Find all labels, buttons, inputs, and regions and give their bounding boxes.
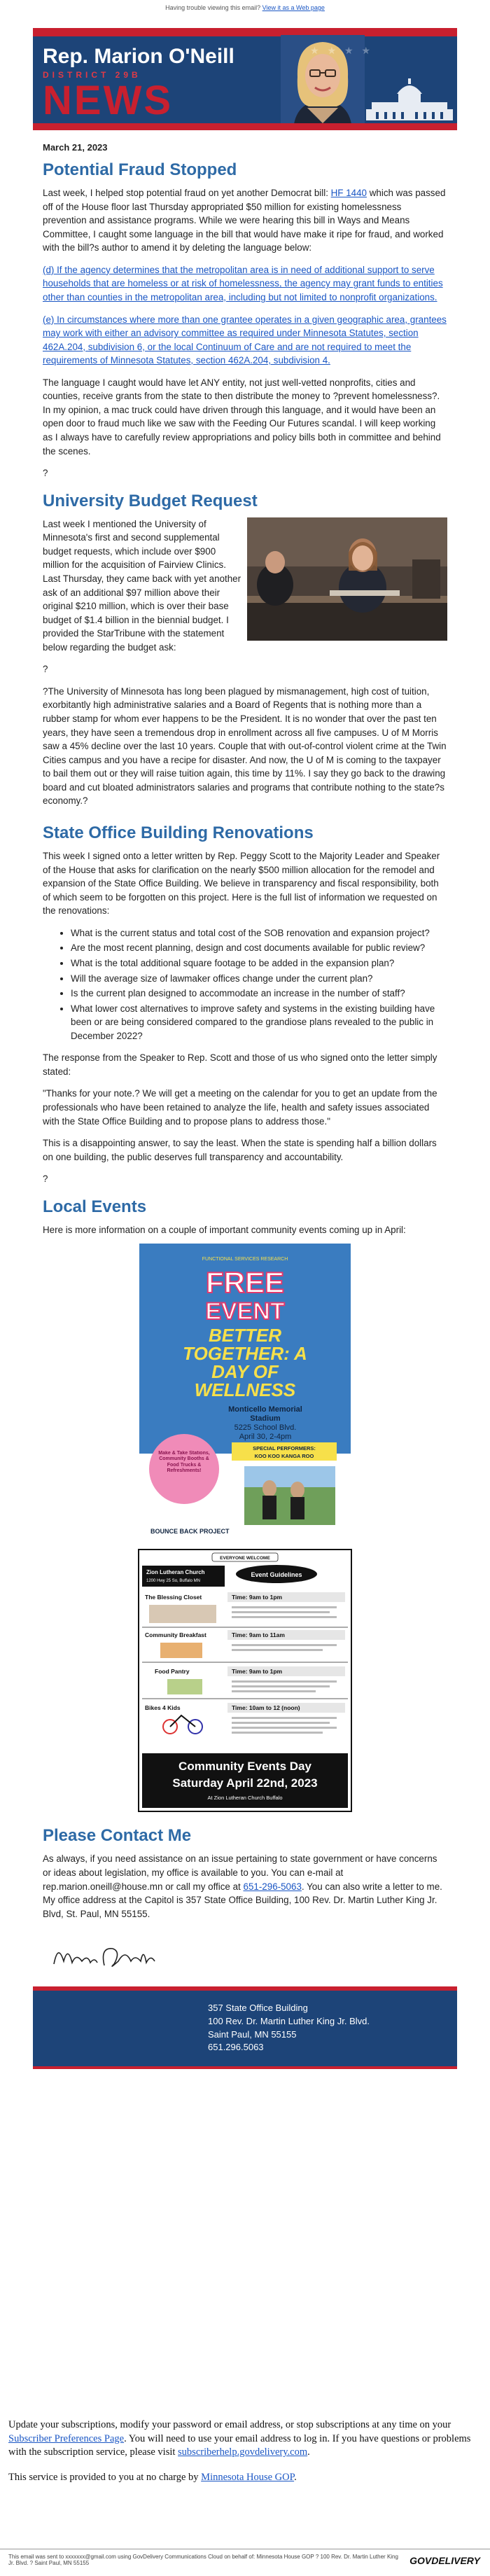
hf1440-link[interactable]: HF 1440 (330, 188, 367, 198)
budget-placeholder: ? (43, 664, 48, 675)
flyer-row-time: Time: 9am to 1pm (232, 1594, 283, 1601)
legal-footer (0, 2549, 490, 2570)
header-banner (33, 28, 457, 130)
news-wordmark: NEWS (43, 78, 173, 123)
wellness-event-flyer (139, 1244, 351, 1543)
sob-placeholder: ? (43, 1174, 48, 1185)
flyer-badge: Make & Take Stations, Community Booths & Food Trucks & Refreshments! (158, 1451, 210, 1474)
budget-statement: ?The University of Minnesota has long been plagued by mismanagement, high cost of tuition, exorbitantly high administrative salaries and a Board of Regents that is nothing more than a rubber stamp for whom ever happens to be the President. It is no wonder that over the past ten years, they have seen a tremendous drop in enrollment across all five campuses. U of M Morris saw a 45% decline over the last 10 years. Couple that with out-of-control violent crime at the Twin Cities campus and you have a recipe for disaster. And now, the U of M is coming to the taxpayer to bail them out or they will raise tuition again, this time by 11%. I say they go back to the drawing board and cut bloated administrators salaries and programs that contribute nothing to the state?s economy.? (43, 685, 447, 807)
subscriber-preferences-link[interactable]: Subscriber Preferences Page (8, 2432, 125, 2444)
sob-paragraph-2: The response from the Speaker to Rep. Scott and those of us who signed onto the letter simply stated: (43, 1052, 438, 1077)
amendment-e: (e) In circumstances where more than one grantee operates in a given geographic area, grantees may work with either an advisory committee as required under Minnesota Statutes, section 462A.204, subdivision 6, or the local Continuum of Care and are not required to meet the requirements of Minnesota Statutes, section 462A.204, subdivision 4. (43, 314, 447, 366)
flyer-church-address: 1200 Hwy 25 So, Buffalo MN (146, 1579, 200, 1584)
flyer-banner-location: At Zion Lutheran Church Buffalo (207, 1795, 283, 1802)
flyer-headline-4: WELLNESS (194, 1379, 296, 1401)
fraud-paragraph-1: Last week, I helped stop potential fraud on yet another Democrat bill: HF 1440 which was passed off of the House floor last Thursday appropriated $50 million for existing homelessness prevention and assistance programs. While we were hearing this bill in Ways and Means Committee, I caught some language in the bill that would have make it ripe for fraud, and worked with the bill?s author to amend it by deleting the language below: (43, 188, 446, 253)
view-online-text: Having trouble viewing this email? (165, 4, 261, 11)
list-item: • What is the total additional square footage to be added in the expansion plan? (71, 956, 447, 970)
hearing-photo-illustration (247, 517, 447, 641)
flyer-free: FREE (205, 1266, 285, 1300)
footer-line-4: 651.296.5063 (208, 2042, 264, 2053)
header-stars: ★ ★ ★ ★ (310, 45, 373, 56)
footer-line-1: 357 State Office Building (208, 2002, 308, 2013)
header-bottom-stripe (33, 123, 457, 130)
footer-bottom-stripe (33, 2066, 457, 2069)
budget-paragraph-1: Last week I mentioned the University of Minnesota's first and second supplemental budget requests, which include over $900 million for the acquisition of Fairview Clinics. Last Thursday, they came back with yet another ask of an additional $97 million above their original $210 million, which is over their base budget of $1.4 billion in the biennial budget. I provided the StarTribune with the statement below regarding the budget ask: (43, 518, 241, 653)
sob-paragraph-4: This is a disappointing answer, to say the least. When the state is spending half a billion dollars on one building, the public deserves full transparency and accountability. (43, 1138, 437, 1162)
committee-hearing-photo (247, 517, 447, 641)
flyer-address: 5225 School Blvd. (234, 1423, 297, 1433)
flyer-bounce: BOUNCE BACK PROJECT (150, 1528, 230, 1536)
footer-address-block (33, 1986, 457, 2069)
flyer-headline-2: TOGETHER: A (183, 1343, 307, 1365)
flyer-banner-title: Community Events Day (178, 1760, 312, 1774)
legal-text: This email was sent to xxxxxxx@gmail.com using GovDelivery Communications Cloud on behalf of: Minnesota House GOP ? 100 Rev. Dr. Martin Luther King Jr. Blvd. ? Saint Paul, MN 55155 (8, 2554, 398, 2566)
subscription-paragraph: Update your subscriptions, modify your password or email address, or stop subscriptions at any time on your Subscriber Preferences Page. You will need to use your email address to log in. If you have questions or problems with the subscription service, please visit subscriberhelp.govdelivery.com. (8, 2419, 471, 2458)
flyer-headline-3: DAY OF (211, 1361, 279, 1383)
footer-line-2: 100 Rev. Dr. Martin Luther King Jr. Blvd. (208, 2015, 370, 2026)
signature-text: Marion O'Neill (48, 1933, 53, 1935)
contact-section-title: Please Contact Me (43, 1826, 192, 1846)
flyer-headline-1: BETTER (209, 1325, 281, 1346)
subscriber-help-link[interactable]: subscriberhelp.govdelivery.com (178, 2446, 308, 2458)
events-intro: Here is more information on a couple of important community events coming up in April: (43, 1224, 406, 1235)
newsletter (33, 28, 457, 2069)
contact-paragraph: As always, if you need assistance on an issue pertaining to state government or have concerns or ideas about legislation, my office is available to you. You can e-mail at rep.marion.oneill@house.mn or call my office at 651-296-5063. You can also write a letter to me. My office address at the Capitol is 357 State Office Building, 100 Rev. Dr. Martin Luther King Jr. Blvd, St. Paul, MN 55155. (43, 1853, 442, 1919)
list-item: • Will the average size of lawmaker offices change under the current plan? (71, 972, 447, 986)
office-phone-link[interactable]: 651-296-5063 (243, 1881, 302, 1892)
speaker-response-quote: "Thanks for your note.? We will get a meeting on the calendar for you to get an update from the professionals who have been retained to analyze the life, health and safety issues associated with the State Office Building and to propose plans to address those." (43, 1088, 438, 1127)
flyer-row-time: Time: 9am to 11am (232, 1631, 285, 1639)
flyer-row-title: The Blessing Closet (145, 1594, 202, 1601)
list-item: • What lower cost alternatives to improve safety and systems in the existing building have been or are being considered compared to the grandiose plans revealed to the public in December 2022? (71, 1002, 447, 1043)
capitol-icon (366, 78, 453, 120)
list-item: • Is the current plan designed to accommodate an increase in the number of staff? (71, 987, 447, 1001)
govdelivery-logo: GOVDELIVERY (410, 2555, 480, 2566)
fraud-placeholder: ? (43, 468, 48, 479)
footer-top-stripe (33, 1986, 457, 1991)
flyer-row-title: Community Breakfast (145, 1631, 206, 1639)
representative-name: Rep. Marion O'Neill (43, 45, 234, 68)
service-paragraph: This service is provided to you at no charge by Minnesota House GOP. (8, 2471, 297, 2483)
flyer-welcome: EVERYONE WELCOME (220, 1556, 270, 1561)
sob-questions-list (71, 926, 447, 1043)
footer-address (208, 2002, 370, 2054)
district-label: DISTRICT 29B (43, 70, 141, 80)
flyer-row-title: Bikes 4 Kids (145, 1704, 181, 1712)
flyer-row-time: Time: 10am to 12 (noon) (232, 1704, 300, 1712)
signature-image (48, 1933, 188, 1978)
events-section-title: Local Events (43, 1197, 147, 1216)
header-top-stripe (33, 28, 457, 36)
community-flyer-art (139, 1550, 351, 1811)
view-online-note (0, 0, 490, 28)
flyer-row-time: Time: 9am to 1pm (232, 1668, 283, 1676)
budget-section-title: University Budget Request (43, 491, 258, 510)
flyer-banner-date: Saturday April 22nd, 2023 (172, 1776, 318, 1790)
view-web-page-link[interactable]: View it as a Web page (262, 4, 325, 11)
house-gop-link[interactable]: Minnesota House GOP (201, 2471, 295, 2483)
issue-date: March 21, 2023 (43, 142, 108, 153)
sob-paragraph-1: This week I signed onto a letter written by Rep. Peggy Scott to the Majority Leader and Speaker of the House that asks for clarification on the nearly $500 million allocation for the remodel and expansion of the State Office Building. We believe in transparency and fiscal responsibility, both of which seem to be forgotten on this project. Here is the full list of information we requested on the renovations: (43, 851, 440, 917)
flyer-org: FUNCTIONAL SERVICES RESEARCH (202, 1257, 288, 1262)
flyer-venue: Monticello Memorial (228, 1405, 302, 1414)
flyer-special: SPECIAL PERFORMERS: (253, 1445, 316, 1452)
subscription-admin (0, 2418, 490, 2495)
community-events-day-flyer (138, 1549, 352, 1812)
amendment-d: (d) If the agency determines that the metropolitan area is in need of additional support to serve households that are homeless or at risk of homelessness, the agency may grant funds to entities other than counties in the metropolitan area, including but not limited to nonprofit organizations. (43, 264, 443, 302)
flyer-event: EVENT (205, 1298, 285, 1325)
wellness-flyer-art (139, 1244, 351, 1543)
footer-line-3: Saint Paul, MN 55155 (208, 2028, 297, 2040)
flyer-guidelines: Event Guidelines (251, 1571, 302, 1579)
fraud-section-title: Potential Fraud Stopped (43, 160, 237, 179)
flyer-row-title: Food Pantry (155, 1668, 190, 1676)
fraud-paragraph-2: The language I caught would have let ANY entity, not just well-vetted nonprofits, cities and counties, receive grants from the state to then distribute the money to ?prevent homelessness?. In my opinion, a mac truck could have driven through this language, and it would have been an open door to fraud much like we saw with the Feeding Our Futures scandal. I will keep working as I always have to carefully review appropriations and policy bills both in committee and behind the scenes. (43, 377, 441, 457)
flyer-when: April 30, 2-4pm (239, 1433, 292, 1442)
list-item: • Are the most recent planning, design and cost documents available for public review? (71, 941, 447, 955)
sob-section-title: State Office Building Renovations (43, 823, 314, 842)
flyer-church: Zion Lutheran Church (146, 1569, 205, 1576)
list-item: • What is the current status and total cost of the SOB renovation and expansion project? (71, 926, 447, 940)
newsletter-body (33, 130, 457, 1986)
flyer-performers: KOO KOO KANGA ROO (254, 1453, 314, 1460)
flyer-venue-2: Stadium (250, 1414, 281, 1423)
